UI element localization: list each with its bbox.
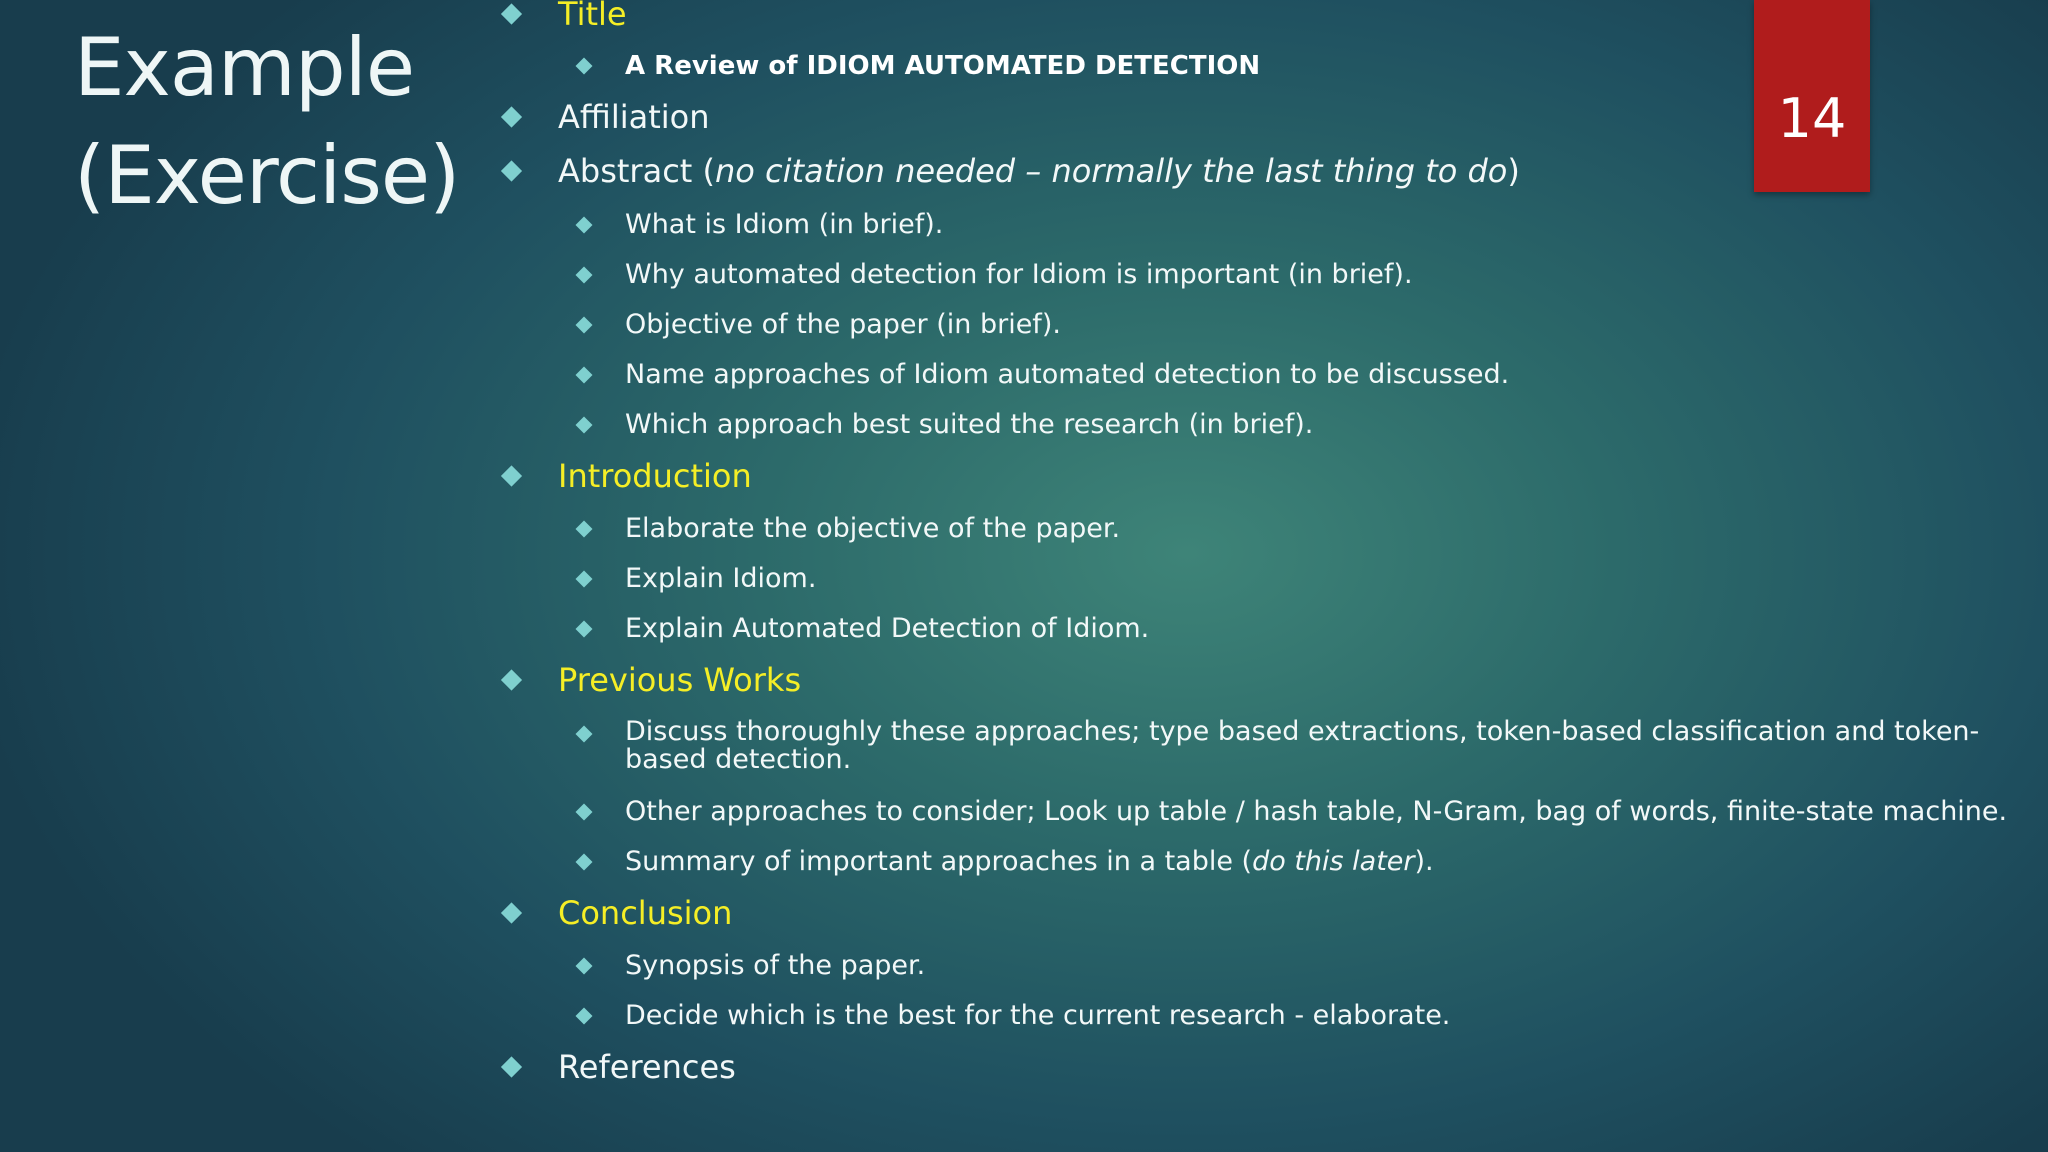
diamond-bullet-icon xyxy=(501,106,522,127)
diamond-bullet-icon xyxy=(576,1008,593,1025)
abstract-item xyxy=(578,255,1413,295)
conclusion-item-text: Synopsis of the paper. xyxy=(625,950,926,981)
diamond-bullet-icon xyxy=(501,669,522,690)
introduction-item-text: Elaborate the objective of the paper. xyxy=(625,513,1121,544)
abstract-item-text: Name approaches of Idiom automated detection to be discussed. xyxy=(625,359,1510,390)
diamond-bullet-icon xyxy=(576,367,593,384)
abstract-item-text: Objective of the paper (in brief). xyxy=(625,309,1061,340)
diamond-bullet-icon xyxy=(576,217,593,234)
previous-works-item-line: based detection. xyxy=(625,744,852,775)
heading-conclusion: Conclusion xyxy=(558,894,733,932)
diamond-bullet-icon xyxy=(576,521,593,538)
diamond-bullet-icon xyxy=(576,726,593,743)
abstract-close: ) xyxy=(1507,152,1520,190)
abstract-item xyxy=(578,405,1313,445)
slide-title xyxy=(74,14,459,230)
diamond-bullet-icon xyxy=(576,804,593,821)
abstract-item xyxy=(578,355,1509,395)
diamond-bullet-icon xyxy=(501,465,522,486)
page-number: 14 xyxy=(1777,86,1847,150)
abstract-note: no citation needed – normally the last thing to do xyxy=(714,152,1508,190)
diamond-bullet-icon xyxy=(576,571,593,588)
previous-works-item xyxy=(578,792,2007,832)
conclusion-item xyxy=(578,996,1450,1036)
diamond-bullet-icon xyxy=(501,3,522,24)
diamond-bullet-icon xyxy=(576,317,593,334)
diamond-bullet-icon xyxy=(576,417,593,434)
previous-works-item-text xyxy=(625,718,1979,774)
paper-title-text: A Review of IDIOM AUTOMATED DETECTION xyxy=(625,51,1261,81)
page-number-badge xyxy=(1754,0,1870,192)
abstract-item-text: What is Idiom (in brief). xyxy=(625,209,944,240)
introduction-item xyxy=(578,509,1120,549)
outline-item-previous-works xyxy=(504,660,801,700)
previous-works-item-text: Other approaches to consider; Look up table / hash table, N-Gram, bag of words, finite-state machine. xyxy=(625,796,2008,827)
abstract-item-text: Which approach best suited the research (in brief). xyxy=(625,409,1314,440)
diamond-bullet-icon xyxy=(576,58,593,75)
outline-item-affiliation xyxy=(504,97,710,137)
diamond-bullet-icon xyxy=(501,160,522,181)
diamond-bullet-icon xyxy=(576,958,593,975)
introduction-item-text: Explain Automated Detection of Idiom. xyxy=(625,613,1150,644)
heading-abstract xyxy=(558,152,1520,190)
conclusion-item-text: Decide which is the best for the current research - elaborate. xyxy=(625,1000,1451,1031)
heading-title: Title xyxy=(558,0,627,33)
diamond-bullet-icon xyxy=(576,267,593,284)
diamond-bullet-icon xyxy=(501,902,522,923)
diamond-bullet-icon xyxy=(576,621,593,638)
heading-previous-works: Previous Works xyxy=(558,661,802,699)
abstract-item-text: Why automated detection for Idiom is important (in brief). xyxy=(625,259,1413,290)
abstract-item xyxy=(578,305,1061,345)
abstract-item xyxy=(578,205,943,245)
previous-works-item-text xyxy=(625,846,1434,877)
heading-references: References xyxy=(558,1048,736,1086)
slide-title-line1: Example xyxy=(74,21,415,114)
abstract-label: Abstract ( xyxy=(558,152,715,190)
introduction-item xyxy=(578,559,816,599)
introduction-item-text: Explain Idiom. xyxy=(625,563,817,594)
outline-item-references xyxy=(504,1047,736,1087)
previous-works-item-line: Discuss thoroughly these approaches; type based extractions, token-based classification and token- xyxy=(625,716,1980,747)
outline-item-title xyxy=(504,0,627,34)
heading-introduction: Introduction xyxy=(558,457,752,495)
heading-affiliation: Affiliation xyxy=(558,98,710,136)
slide-title-line2: (Exercise) xyxy=(74,129,460,222)
outline-item-introduction xyxy=(504,456,752,496)
summary-text-em: do this later xyxy=(1252,846,1415,877)
summary-text-post: ). xyxy=(1414,846,1434,877)
previous-works-item xyxy=(578,842,1434,882)
previous-works-item xyxy=(578,718,1979,776)
introduction-item xyxy=(578,609,1149,649)
summary-text-pre: Summary of important approaches in a table ( xyxy=(625,846,1253,877)
diamond-bullet-icon xyxy=(576,854,593,871)
outline-item-conclusion xyxy=(504,893,732,933)
outline-subitem-title xyxy=(578,46,1260,86)
diamond-bullet-icon xyxy=(501,1056,522,1077)
outline-item-abstract xyxy=(504,151,1520,191)
conclusion-item xyxy=(578,946,925,986)
